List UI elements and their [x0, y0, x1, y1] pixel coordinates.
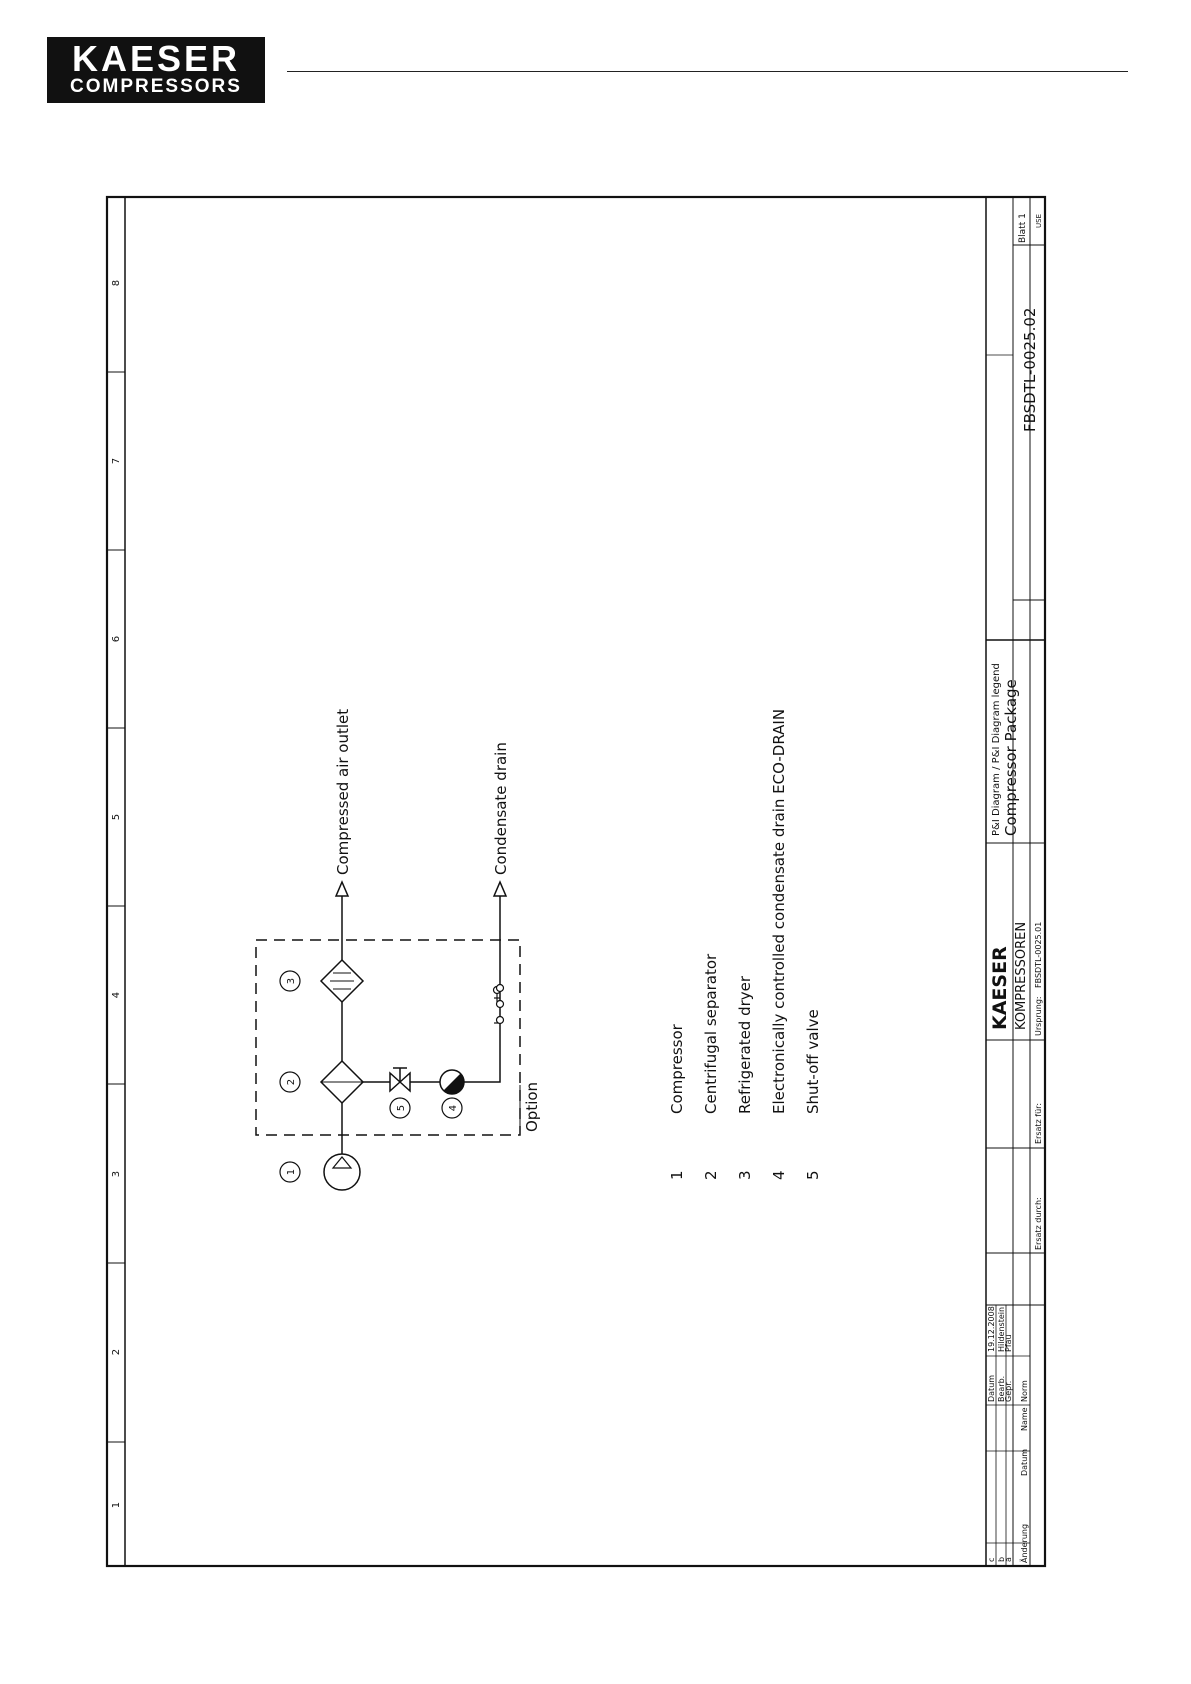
rev-letter-b: b [997, 1556, 1006, 1562]
ersatz-durch-label: Ersatz durch: [1034, 1197, 1043, 1250]
legend-item-separator: Centrifugal separator [702, 953, 720, 1114]
column-number-6: 6 [111, 635, 122, 643]
drawing-number: FBSDTL-0025.02 [1021, 307, 1039, 432]
sheet-number: Blatt 1 [1018, 213, 1028, 243]
legend-number-1: 1 [668, 1170, 686, 1180]
legend [668, 709, 822, 1180]
legend-item-shutoff-valve: Shut-off valve [804, 1009, 822, 1114]
callout-4-number: 4 [448, 1104, 459, 1112]
outlet-arrow [336, 882, 348, 896]
frame-outer [107, 197, 1045, 1566]
legend-number-3: 3 [736, 1170, 754, 1180]
electrical-line-markers [494, 985, 504, 1024]
drawing-title: Compressor Package [1002, 679, 1020, 836]
option-dashed-box [256, 940, 520, 1135]
callout-1 [280, 1162, 300, 1182]
datum-value: 19.12.2008 [987, 1306, 996, 1352]
separator-symbol [321, 1061, 363, 1103]
frame-column-numbers [111, 280, 122, 1508]
column-number-2: 2 [111, 1348, 122, 1356]
callout-1-number: 1 [286, 1168, 297, 1176]
column-number-3: 3 [111, 1170, 122, 1178]
datum-label: Datum [987, 1374, 996, 1402]
frame-column-ticks [107, 372, 125, 1442]
rev-header-name: Name [1020, 1407, 1029, 1431]
column-number-7: 7 [111, 457, 122, 465]
callout-2 [280, 1072, 300, 1092]
ersatz-fuer-label: Ersatz für: [1034, 1102, 1043, 1144]
drawing-subtitle: P&I Diagram / P&I Diagram legend [991, 663, 1002, 836]
dryer-symbol [321, 960, 363, 1002]
callout-5-number: 5 [396, 1104, 407, 1112]
gepr-label: Gepr. [1004, 1380, 1013, 1402]
legend-item-dryer: Refrigerated dryer [736, 975, 754, 1114]
title-logo-line-1: KAESER [989, 946, 1011, 1030]
callout-5 [390, 1098, 410, 1118]
rev-header-change: Änderung [1020, 1523, 1029, 1563]
column-number-4: 4 [111, 991, 122, 999]
legend-number-4: 4 [770, 1170, 788, 1180]
legend-number-5: 5 [804, 1170, 822, 1180]
norm-label: Norm [1020, 1380, 1029, 1402]
rev-header-date: Datum [1020, 1448, 1029, 1476]
pi-diagram [256, 709, 541, 1190]
option-label: Option [523, 1081, 541, 1132]
callout-2-number: 2 [286, 1078, 297, 1086]
rev-letter-a: a [1004, 1557, 1013, 1562]
eco-drain-symbol [440, 1070, 464, 1094]
legend-item-compressor: Compressor [668, 1024, 686, 1114]
column-number-5: 5 [111, 813, 122, 821]
callout-3-number: 3 [286, 977, 297, 985]
drain-label: Condensate drain [492, 742, 510, 875]
language-code: USE [1035, 214, 1043, 228]
outlet-label: Compressed air outlet [334, 708, 352, 875]
title-logo-line-2: KOMPRESSOREN [1014, 921, 1029, 1030]
legend-number-2: 2 [702, 1170, 720, 1180]
column-number-1: 1 [111, 1501, 122, 1509]
bearb-label: Bearb. [997, 1375, 1006, 1402]
rev-letter-c: c [987, 1557, 996, 1562]
gepr-value: Pfau [1004, 1334, 1013, 1352]
logo-line-2: COMPRESSORS [70, 76, 242, 97]
drain-arrow [494, 882, 506, 896]
shutoff-valve-symbol [390, 1068, 410, 1091]
logo-line-1: KAESER [71, 38, 241, 79]
column-number-8: 8 [111, 279, 122, 287]
legend-item-eco-drain: Electronically controlled condensate drain ECO-DRAIN [770, 708, 788, 1114]
bearb-value: Hildenstein [997, 1306, 1006, 1352]
ursprung-label: Ursprung: [1034, 996, 1043, 1036]
callout-4 [442, 1098, 462, 1118]
compressor-symbol [324, 1154, 360, 1190]
callout-3 [280, 971, 300, 991]
title-block-text [987, 213, 1043, 1563]
ursprung-value: FBSDTL-0025.01 [1034, 921, 1043, 988]
